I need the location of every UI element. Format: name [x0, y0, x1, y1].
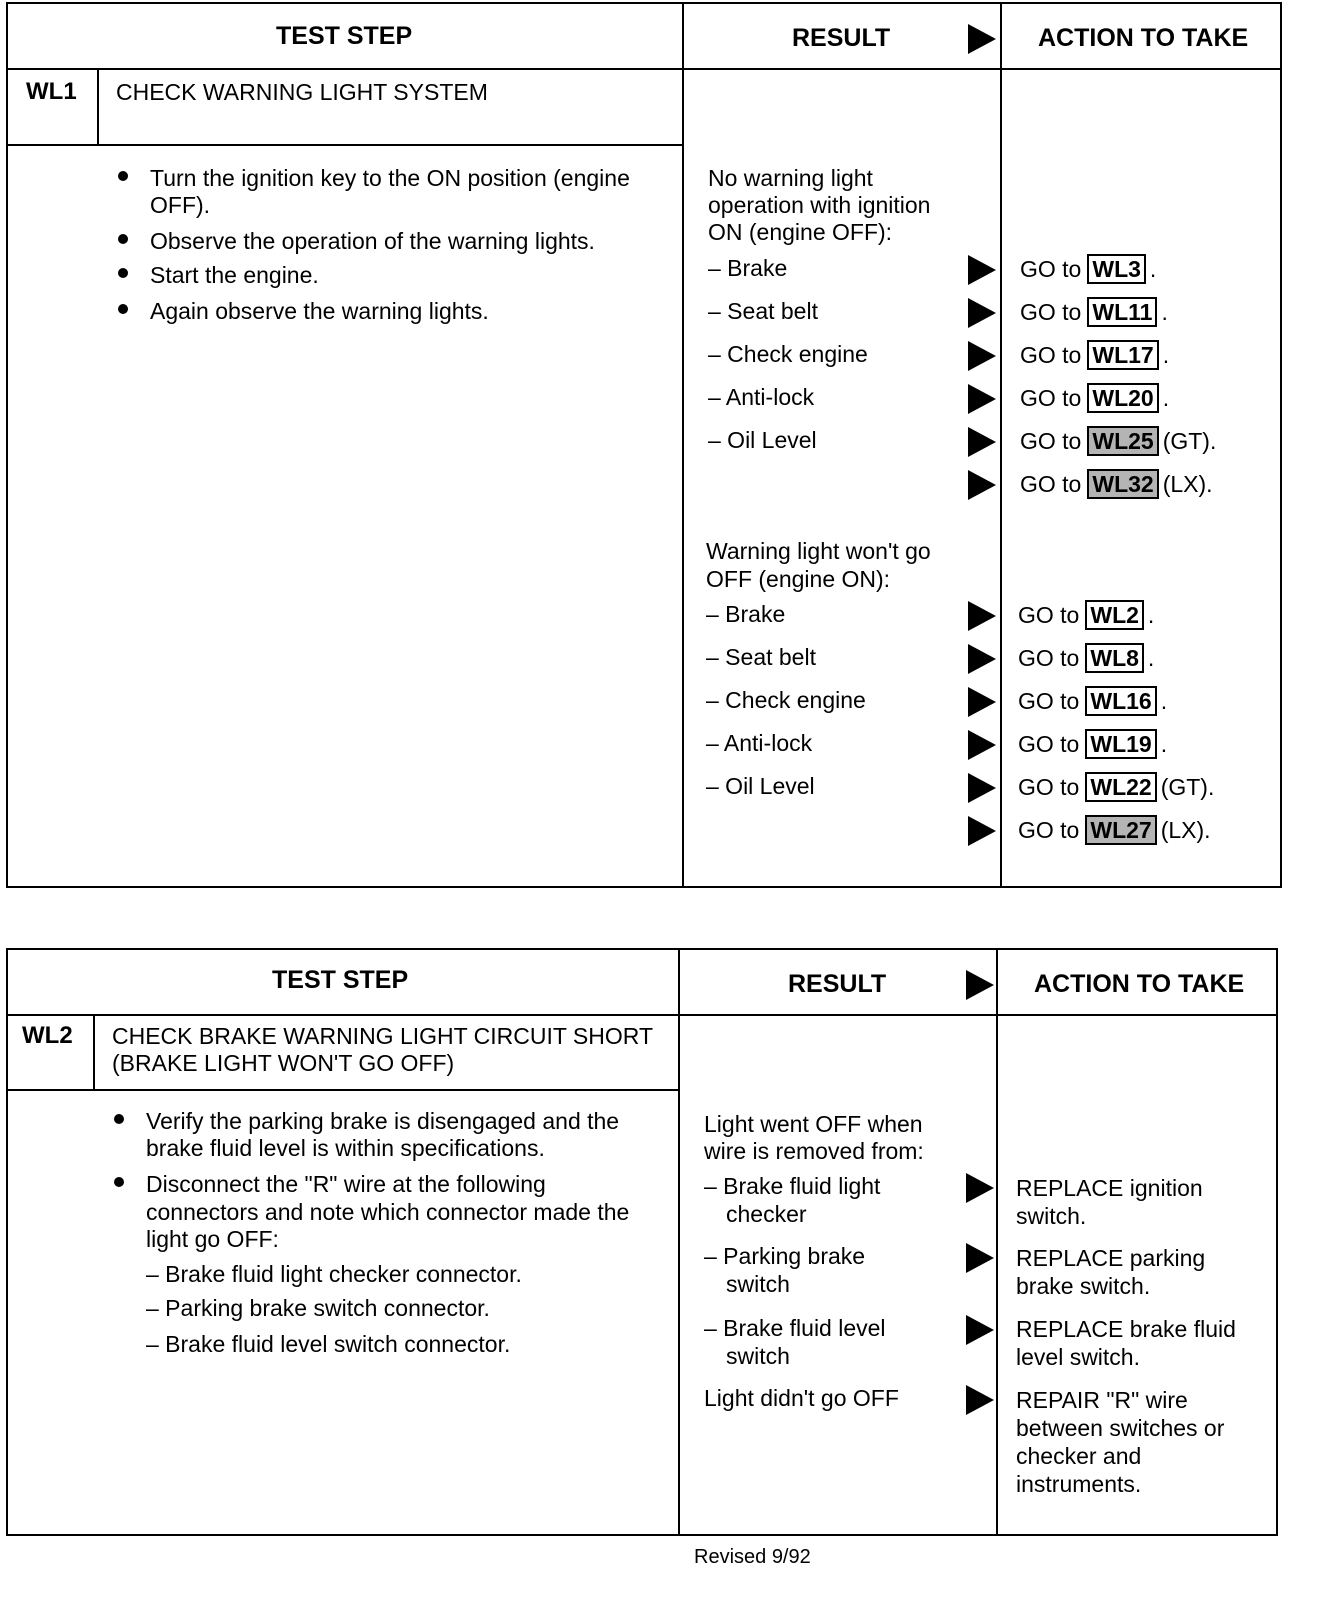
sub-item: – Brake fluid light checker connector. — [146, 1261, 522, 1287]
step-reference: WL11 — [1087, 297, 1157, 327]
step-reference: WL20 — [1087, 383, 1158, 413]
result-line: checker — [726, 1201, 807, 1227]
step-reference: WL2 — [1085, 600, 1144, 630]
action-line: REPLACE brake fluid — [1016, 1316, 1236, 1342]
arrow-icon — [968, 427, 996, 457]
goto-suffix: (LX). — [1162, 471, 1213, 497]
arrow-icon — [966, 1315, 994, 1345]
goto-label: GO to — [1018, 817, 1080, 843]
goto-label: GO to — [1018, 774, 1080, 800]
action-line: level switch. — [1016, 1344, 1140, 1370]
goto-label: GO to — [1018, 602, 1080, 628]
goto-suffix: . — [1149, 256, 1157, 282]
goto-label: GO to — [1018, 731, 1080, 757]
arrow-icon — [966, 970, 994, 1000]
result-line: – Oil Level — [706, 773, 815, 799]
arrow-icon — [968, 730, 996, 760]
result-intro: OFF (engine ON): — [706, 566, 891, 592]
bullet-icon — [114, 1114, 124, 1124]
arrow-icon — [968, 601, 996, 631]
arrow-icon — [968, 341, 996, 371]
action-goto — [1018, 643, 1154, 673]
bullet-icon — [118, 268, 128, 278]
step-title: (BRAKE LIGHT WON'T GO OFF) — [112, 1050, 455, 1076]
step-title: CHECK BRAKE WARNING LIGHT CIRCUIT SHORT — [112, 1023, 653, 1049]
arrow-icon — [968, 298, 996, 328]
header-divider — [6, 68, 1282, 70]
action-line: REPLACE parking — [1016, 1245, 1206, 1271]
instruction-line: connectors and note which connector made the — [146, 1199, 630, 1225]
action-goto — [1018, 729, 1167, 759]
instruction-line: Again observe the warning lights. — [150, 298, 489, 324]
header-test-step: TEST STEP — [276, 22, 413, 50]
action-goto — [1020, 340, 1169, 370]
sub-item: – Parking brake switch connector. — [146, 1295, 490, 1321]
goto-label: GO to — [1020, 385, 1082, 411]
col-divider — [996, 948, 998, 1536]
result-intro: Warning light won't go — [706, 538, 931, 564]
goto-suffix: . — [1160, 688, 1168, 714]
action-goto — [1018, 815, 1211, 845]
step-id: WL1 — [26, 78, 77, 105]
header-action: ACTION TO TAKE — [1034, 970, 1245, 998]
col-divider — [1000, 2, 1002, 888]
goto-suffix: . — [1160, 731, 1168, 757]
action-goto — [1020, 383, 1169, 413]
action-goto — [1020, 254, 1156, 284]
action-line: instruments. — [1016, 1471, 1142, 1497]
goto-label: GO to — [1020, 256, 1082, 282]
goto-suffix: (GT). — [1160, 774, 1215, 800]
instruction-line: Disconnect the "R" wire at the following — [146, 1171, 546, 1197]
goto-suffix: . — [1147, 602, 1155, 628]
result-line: switch — [726, 1271, 790, 1297]
goto-label: GO to — [1020, 471, 1082, 497]
action-goto — [1018, 600, 1154, 630]
result-line: – Anti-lock — [708, 384, 815, 410]
goto-suffix: (LX). — [1160, 817, 1211, 843]
goto-suffix: . — [1162, 342, 1170, 368]
arrow-icon — [968, 687, 996, 717]
arrow-icon — [968, 816, 996, 846]
step-reference: WL3 — [1087, 254, 1146, 284]
result-line: – Brake fluid level — [704, 1315, 886, 1341]
header-action: ACTION TO TAKE — [1038, 24, 1249, 52]
id-divider — [93, 1014, 95, 1090]
result-intro: wire is removed from: — [704, 1138, 924, 1164]
goto-label: GO to — [1018, 645, 1080, 671]
result-intro: No warning light — [708, 165, 873, 191]
instruction-line: OFF). — [150, 192, 211, 218]
arrow-icon — [968, 773, 996, 803]
action-line: REPLACE ignition — [1016, 1175, 1203, 1201]
step-reference: WL8 — [1085, 643, 1144, 673]
action-line: switch. — [1016, 1203, 1087, 1229]
arrow-icon — [968, 24, 996, 54]
goto-label: GO to — [1020, 299, 1082, 325]
header-result: RESULT — [788, 970, 887, 998]
result-intro: operation with ignition — [708, 192, 931, 218]
title-divider — [6, 1089, 679, 1091]
instruction-line: Observe the operation of the warning lights. — [150, 228, 595, 254]
goto-label: GO to — [1020, 342, 1082, 368]
goto-suffix: . — [1162, 385, 1170, 411]
step-reference: WL22 — [1085, 772, 1156, 802]
step-reference: WL32 — [1087, 469, 1158, 499]
bullet-icon — [118, 234, 128, 244]
revision-footer: Revised 9/92 — [694, 1546, 811, 1568]
header-result: RESULT — [792, 24, 891, 52]
header-test-step: TEST STEP — [272, 966, 409, 994]
action-line: REPAIR "R" wire — [1016, 1387, 1188, 1413]
action-goto — [1020, 469, 1213, 499]
goto-suffix: . — [1161, 299, 1168, 325]
instruction-line: light go OFF: — [146, 1226, 279, 1252]
arrow-icon — [966, 1243, 994, 1273]
step-reference: WL17 — [1087, 340, 1158, 370]
arrow-icon — [968, 470, 996, 500]
goto-label: GO to — [1020, 428, 1082, 454]
result-line: – Brake — [706, 601, 786, 627]
action-goto — [1018, 772, 1214, 802]
goto-label: GO to — [1018, 688, 1080, 714]
id-divider — [97, 68, 99, 145]
bullet-icon — [118, 171, 128, 181]
instruction-line: brake fluid level is within specifications. — [146, 1135, 545, 1161]
instruction-line: Turn the ignition key to the ON position (engine — [150, 165, 630, 191]
action-line: brake switch. — [1016, 1273, 1151, 1299]
step-reference: WL27 — [1085, 815, 1156, 845]
action-goto — [1020, 426, 1216, 456]
step-reference: WL25 — [1087, 426, 1158, 456]
instruction-line: Start the engine. — [150, 262, 319, 288]
step-title: CHECK WARNING LIGHT SYSTEM — [116, 79, 488, 105]
result-line: – Parking brake — [704, 1243, 866, 1269]
result-line: – Brake — [708, 255, 788, 281]
sub-item: – Brake fluid level switch connector. — [146, 1331, 511, 1357]
bullet-icon — [118, 304, 128, 314]
arrow-icon — [966, 1173, 994, 1203]
col-divider — [682, 2, 684, 888]
result-line: – Check engine — [708, 341, 868, 367]
col-divider — [678, 948, 680, 1536]
bullet-icon — [114, 1177, 124, 1187]
title-divider — [6, 144, 683, 146]
result-line: – Check engine — [706, 687, 866, 713]
step-reference: WL16 — [1085, 686, 1156, 716]
result-line: switch — [726, 1343, 790, 1369]
result-line: – Seat belt — [708, 298, 818, 324]
arrow-icon — [968, 384, 996, 414]
result-line: – Brake fluid light — [704, 1173, 881, 1199]
result-line: – Seat belt — [706, 644, 816, 670]
result-intro: Light went OFF when — [704, 1111, 923, 1137]
arrow-icon — [968, 255, 996, 285]
result-line: – Oil Level — [708, 427, 817, 453]
result-line: Light didn't go OFF — [704, 1385, 899, 1411]
goto-suffix: . — [1147, 645, 1155, 671]
instruction-line: Verify the parking brake is disengaged and the — [146, 1108, 620, 1134]
action-line: between switches or — [1016, 1415, 1225, 1441]
action-line: checker and — [1016, 1443, 1142, 1469]
goto-suffix: (GT). — [1162, 428, 1217, 454]
step-id: WL2 — [22, 1022, 73, 1049]
action-goto — [1020, 297, 1168, 327]
step-reference: WL19 — [1085, 729, 1156, 759]
header-divider — [6, 1014, 1278, 1016]
arrow-icon — [968, 644, 996, 674]
action-goto — [1018, 686, 1167, 716]
arrow-icon — [966, 1385, 994, 1415]
result-intro: ON (engine OFF): — [708, 219, 893, 245]
result-line: – Anti-lock — [706, 730, 813, 756]
